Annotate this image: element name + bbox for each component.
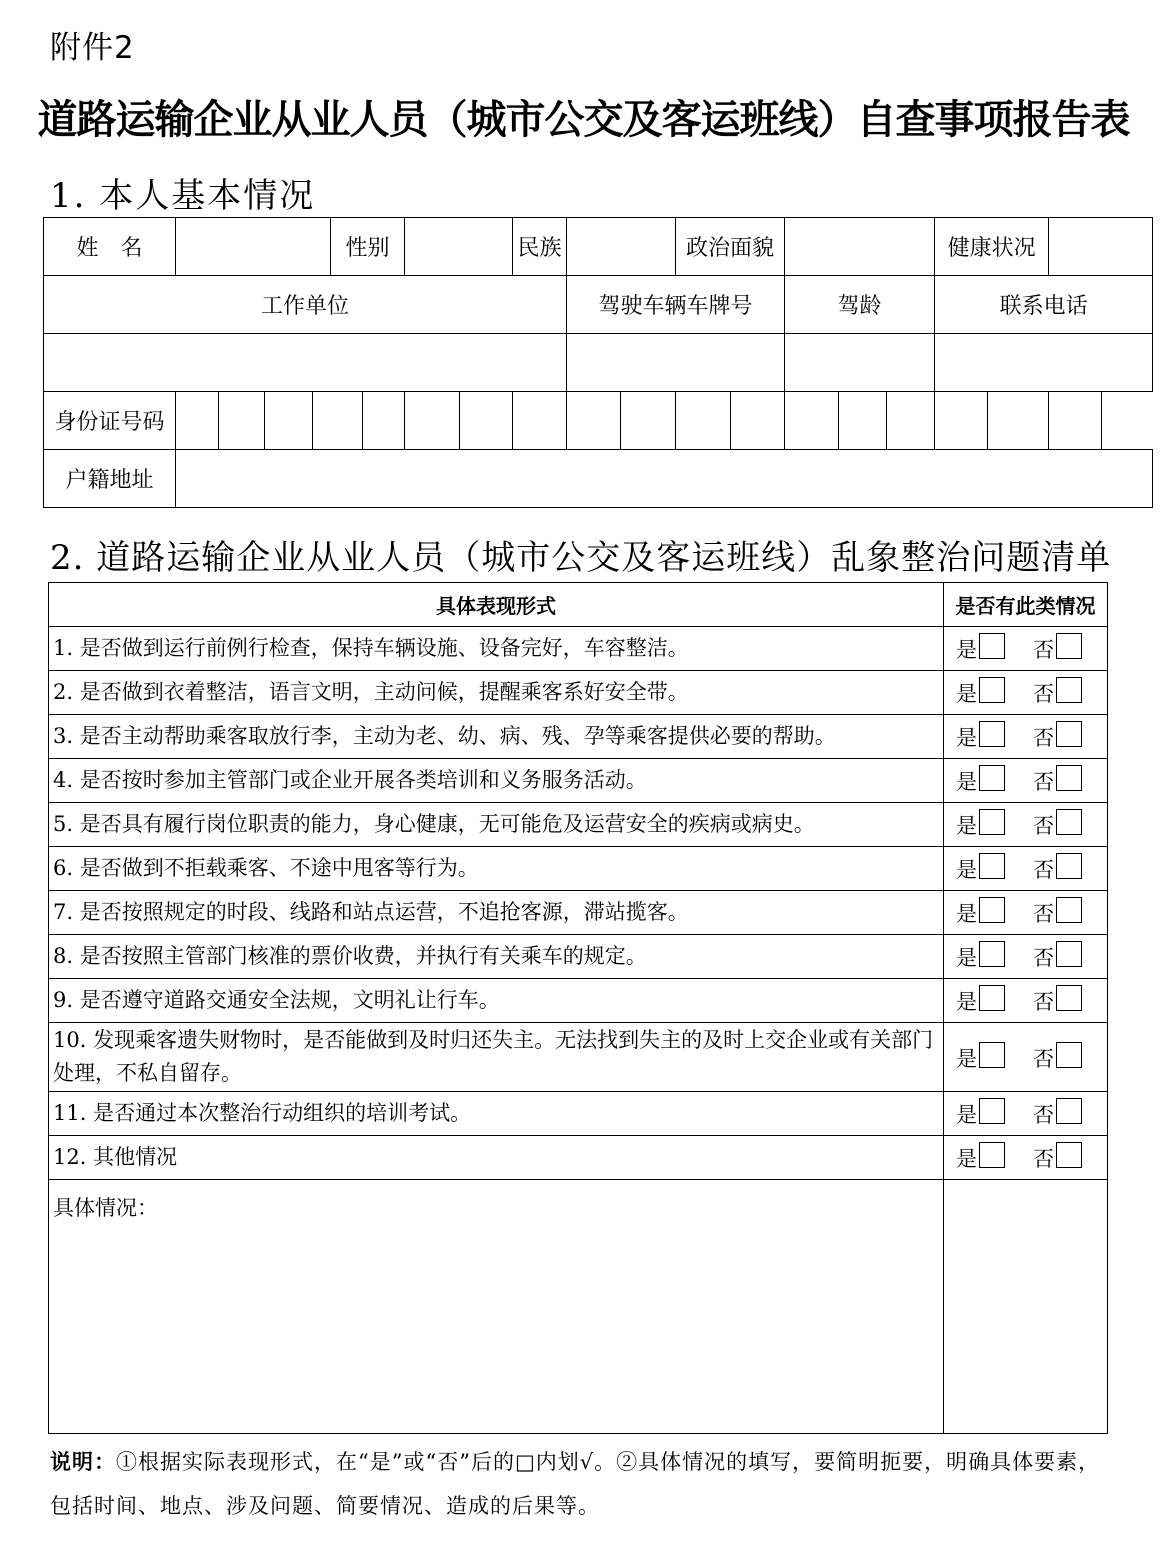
household-label: 户籍地址 [44, 450, 176, 508]
detail-side-cell [944, 1180, 1108, 1434]
no-checkbox[interactable] [1056, 677, 1082, 703]
no-label: 否 [1033, 990, 1054, 1014]
yes-no-cell [944, 759, 1108, 803]
checklist-item-text: 9. 是否遵守道路交通安全法规，文明礼让行车。 [49, 979, 944, 1023]
no-label: 否 [1033, 858, 1054, 882]
yes-checkbox[interactable] [979, 853, 1005, 879]
no-checkbox[interactable] [1056, 721, 1082, 747]
no-label: 否 [1033, 682, 1054, 706]
plate-field[interactable] [567, 334, 785, 392]
no-checkbox[interactable] [1056, 1142, 1082, 1168]
yes-label: 是 [956, 814, 977, 838]
checklist-row [49, 1136, 1108, 1180]
checklist-item-text: 12. 其他情况 [49, 1136, 944, 1180]
note [50, 1440, 1110, 1528]
checklist-row [49, 671, 1108, 715]
issue-checklist-table [48, 582, 1108, 1434]
yes-label: 是 [956, 858, 977, 882]
checklist-item-text: 2. 是否做到衣着整洁，语言文明，主动问候，提醒乘客系好安全带。 [49, 671, 944, 715]
yes-label: 是 [956, 946, 977, 970]
checklist-item-text: 4. 是否按时参加主管部门或企业开展各类培训和义务服务活动。 [49, 759, 944, 803]
id-digit-cell[interactable] [219, 392, 265, 450]
no-label: 否 [1033, 770, 1054, 794]
checklist-row [49, 1023, 1108, 1092]
id-digit-cell[interactable] [313, 392, 363, 450]
checklist-row [49, 1092, 1108, 1136]
id-digit-cell[interactable] [265, 392, 313, 450]
no-checkbox[interactable] [1056, 765, 1082, 791]
checklist-item-text: 7. 是否按照规定的时段、线路和站点运营，不追抢客源，滞站揽客。 [49, 891, 944, 935]
yes-no-cell [944, 1136, 1108, 1180]
basic-info-table [43, 217, 1153, 508]
checklist-item-text: 8. 是否按照主管部门核准的票价收费，并执行有关乘车的规定。 [49, 935, 944, 979]
workplace-label: 工作单位 [44, 276, 567, 334]
id-digit-cell[interactable] [513, 392, 567, 450]
checklist-row [49, 891, 1108, 935]
driving-years-field[interactable] [785, 334, 935, 392]
yes-checkbox[interactable] [979, 765, 1005, 791]
no-label: 否 [1033, 1046, 1054, 1071]
id-digit-cell[interactable] [460, 392, 513, 450]
yes-checkbox[interactable] [979, 1098, 1005, 1124]
yes-no-cell [944, 847, 1108, 891]
id-digit-cell[interactable] [935, 392, 988, 450]
driving-years-label: 驾龄 [785, 276, 935, 334]
id-digit-cell[interactable] [887, 392, 935, 450]
checklist-item-text: 5. 是否具有履行岗位职责的能力，身心健康，无可能危及运营安全的疾病或病史。 [49, 803, 944, 847]
yes-checkbox[interactable] [979, 633, 1005, 659]
yes-checkbox[interactable] [979, 809, 1005, 835]
detail-field[interactable] [49, 1180, 944, 1434]
political-label: 政治面貌 [676, 218, 785, 276]
yes-label: 是 [956, 682, 977, 706]
no-checkbox[interactable] [1056, 897, 1082, 923]
form-title: 道路运输企业从业人员（城市公交及客运班线）自查事项报告表 [37, 97, 1130, 143]
checklist-row [49, 759, 1108, 803]
health-label: 健康状况 [935, 218, 1049, 276]
id-digit-cell[interactable] [405, 392, 460, 450]
yes-label: 是 [956, 990, 977, 1014]
checklist-row [49, 715, 1108, 759]
id-digit-cell[interactable] [363, 392, 405, 450]
yes-checkbox[interactable] [979, 1142, 1005, 1168]
checklist-item-text: 11. 是否通过本次整治行动组织的培训考试。 [49, 1092, 944, 1136]
yes-label: 是 [956, 1046, 977, 1071]
household-field[interactable] [176, 450, 1153, 508]
yes-no-cell [944, 627, 1108, 671]
id-digit-cell[interactable] [839, 392, 887, 450]
health-field[interactable] [1049, 218, 1153, 276]
yes-label: 是 [956, 1147, 977, 1171]
name-field[interactable] [176, 218, 331, 276]
yes-no-cell [944, 935, 1108, 979]
yes-no-cell [944, 671, 1108, 715]
form-column-header: 具体表现形式 [49, 583, 944, 627]
id-number-label: 身份证号码 [44, 392, 176, 450]
no-checkbox[interactable] [1056, 853, 1082, 879]
note-label: 说明： [50, 1450, 116, 1474]
checklist-item-text: 6. 是否做到不拒载乘客、不途中甩客等行为。 [49, 847, 944, 891]
yes-label: 是 [956, 1103, 977, 1127]
yes-no-cell [944, 715, 1108, 759]
yes-checkbox[interactable] [979, 897, 1005, 923]
id-digit-cell[interactable] [988, 392, 1049, 450]
checklist-row [49, 847, 1108, 891]
no-checkbox[interactable] [1056, 941, 1082, 967]
yes-label: 是 [956, 638, 977, 662]
yes-label: 是 [956, 770, 977, 794]
no-label: 否 [1033, 946, 1054, 970]
yes-no-cell [944, 803, 1108, 847]
yes-label: 是 [956, 902, 977, 926]
no-checkbox[interactable] [1056, 633, 1082, 659]
yes-label: 是 [956, 726, 977, 750]
id-digit-cell[interactable] [676, 392, 731, 450]
checklist-row [49, 979, 1108, 1023]
gender-label: 性别 [331, 218, 405, 276]
ethnicity-label: 民族 [513, 218, 567, 276]
checklist-row [49, 803, 1108, 847]
plate-label: 驾驶车辆车牌号 [567, 276, 785, 334]
yes-checkbox[interactable] [979, 721, 1005, 747]
id-digit-cell[interactable] [1049, 392, 1102, 450]
yes-no-cell [944, 1023, 1108, 1092]
yes-checkbox[interactable] [979, 985, 1005, 1011]
yes-no-cell [944, 1092, 1108, 1136]
political-field[interactable] [785, 218, 935, 276]
no-label: 否 [1033, 726, 1054, 750]
phone-label: 联系电话 [935, 276, 1153, 334]
workplace-field[interactable] [44, 334, 567, 392]
id-digit-cell[interactable] [176, 392, 219, 450]
id-digit-cell[interactable] [731, 392, 785, 450]
detail-label: 具体情况： [53, 1196, 158, 1220]
no-label: 否 [1033, 1147, 1054, 1171]
id-digit-cell[interactable] [785, 392, 839, 450]
checklist-item-text: 1. 是否做到运行前例行检查，保持车辆设施、设备完好，车容整洁。 [49, 627, 944, 671]
name-label: 姓 名 [44, 218, 176, 276]
status-column-header: 是否有此类情况 [944, 583, 1108, 627]
yes-checkbox[interactable] [979, 1042, 1005, 1068]
no-label: 否 [1033, 814, 1054, 838]
no-label: 否 [1033, 902, 1054, 926]
no-label: 否 [1033, 638, 1054, 662]
yes-checkbox[interactable] [979, 941, 1005, 967]
yes-no-cell [944, 979, 1108, 1023]
ethnicity-field[interactable] [567, 218, 676, 276]
id-digit-cell[interactable] [567, 392, 621, 450]
yes-no-cell [944, 891, 1108, 935]
gender-field[interactable] [405, 218, 513, 276]
note-text: ①根据实际表现形式，在“是”或“否”后的□内划√。②具体情况的填写，要简明扼要，明确具体要素，包括时间、地点、涉及问题、简要情况、造成的后果等。 [50, 1450, 1101, 1518]
section1-heading: 1. 本人基本情况 [50, 176, 316, 216]
no-checkbox[interactable] [1056, 809, 1082, 835]
no-checkbox[interactable] [1056, 1042, 1082, 1068]
yes-checkbox[interactable] [979, 677, 1005, 703]
id-digit-cell[interactable] [621, 392, 676, 450]
phone-field[interactable] [935, 334, 1153, 392]
checklist-row [49, 935, 1108, 979]
no-checkbox[interactable] [1056, 985, 1082, 1011]
checklist-row [49, 627, 1108, 671]
attachment-label: 附件2 [50, 30, 135, 66]
no-label: 否 [1033, 1103, 1054, 1127]
checklist-item-text: 3. 是否主动帮助乘客取放行李，主动为老、幼、病、残、孕等乘客提供必要的帮助。 [49, 715, 944, 759]
checklist-item-text: 10. 发现乘客遗失财物时，是否能做到及时归还失主。无法找到失主的及时上交企业或有关部门处理，不私自留存。 [49, 1023, 944, 1092]
no-checkbox[interactable] [1056, 1098, 1082, 1124]
section2-heading: 2. 道路运输企业从业人员（城市公交及客运班线）乱象整治问题清单 [50, 538, 1112, 578]
